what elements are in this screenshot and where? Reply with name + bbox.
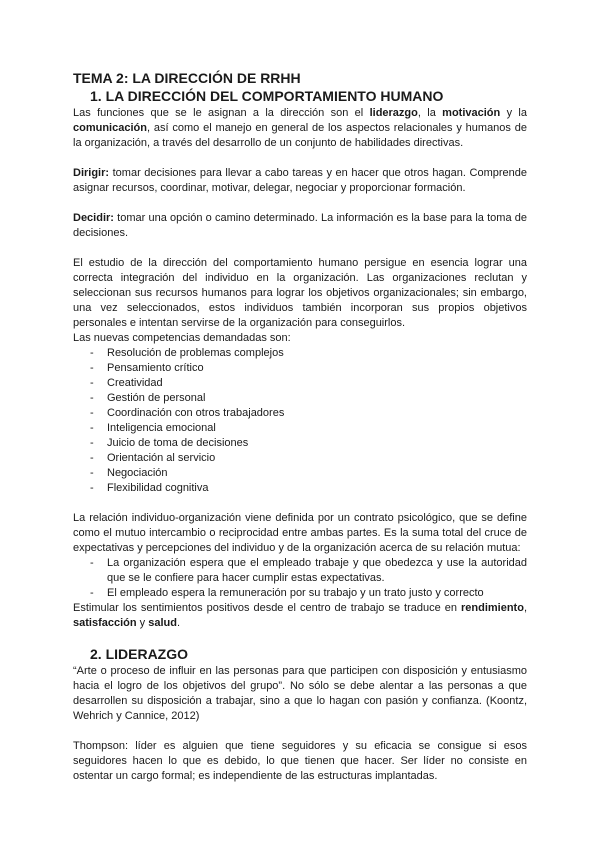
list-item: - Gestión de personal bbox=[73, 391, 527, 406]
dirigir-definition: Dirigir: tomar decisiones para llevar a cabo tareas y en hacer que otros hagan. Comprende asignar recursos, coordinar, motivar, delegar, negociar y proporcionar formación. bbox=[73, 167, 527, 194]
list-item: - Negociación bbox=[73, 466, 527, 481]
list-item: - La organización espera que el empleado trabaje y que obedezca y use la autoridad que se le confiere para hacer cumplir estas expectativas. bbox=[73, 556, 527, 586]
quote-paragraph: “Arte o proceso de influir en las personas para que participen con disposición y entusiasmo hacia el logro de los objetivos del grupo”. No sólo se debe alentar a las personas a que desarrollen su disposición a trabajar, sino a que lo hagan con pasión y confianza. (Koontz, Wehrich y Cannice, 2012) bbox=[73, 665, 527, 722]
decidir-definition: Decidir: tomar una opción o camino determinado. La información es la base para la toma de decisiones. bbox=[73, 212, 527, 239]
list-item: - El empleado espera la remuneración por su trabajo y un trato justo y correcto bbox=[73, 586, 527, 601]
list-item: - Flexibilidad cognitiva bbox=[73, 481, 527, 496]
list-item: - Inteligencia emocional bbox=[73, 421, 527, 436]
list-item: - Creatividad bbox=[73, 376, 527, 391]
estudio-paragraph: El estudio de la dirección del comportamiento humano persigue en esencia lograr una correcta integración del individuo en la organización. Las organizaciones reclutan y seleccionan sus recursos humanos para lograr los objetivos organizacionales; sin embargo, una vez seleccionados, estos individuos también incorporan sus propios objetivos personales e intentan servirse de la organización para conseguirlos. bbox=[73, 257, 527, 329]
list-item: - Juicio de toma de decisiones bbox=[73, 436, 527, 451]
page-title: TEMA 2: LA DIRECCIÓN DE RRHH bbox=[73, 70, 301, 86]
list-item: - Pensamiento crítico bbox=[73, 361, 527, 376]
competencias-intro: Las nuevas competencias demandadas son: bbox=[73, 332, 291, 344]
thompson-paragraph: Thompson: líder es alguien que tiene seguidores y su eficacia se consigue si esos seguidores hacen lo que es debido, lo que tienen que hacer. Ser líder no consiste en ostentar un cargo formal; es independiente de las estructuras implantadas. bbox=[73, 740, 527, 782]
list-item: - Resolución de problemas complejos bbox=[73, 346, 527, 361]
list-item: - Coordinación con otros trabajadores bbox=[73, 406, 527, 421]
intro-paragraph: Las funciones que se le asignan a la dirección son el liderazgo, la motivación y la comunicación, así como el manejo en general de los aspectos relacionales y humanos de la organización, a través del desarrollo de un conjunto de habilidades directivas. bbox=[73, 107, 527, 149]
competencias-list bbox=[73, 346, 527, 496]
list-item: - Orientación al servicio bbox=[73, 451, 527, 466]
relacion-paragraph: La relación individuo-organización viene definida por un contrato psicológico, que se define como el mutuo intercambio o reciprocidad entre ambas partes. Es la suma total del cruce de expectativas y percepciones del individuo y de la organización acerca de su relación mutua: bbox=[73, 512, 527, 554]
expectativas-list bbox=[73, 556, 527, 601]
estimular-paragraph: Estimular los sentimientos positivos desde el centro de trabajo se traduce en rendimiento, satisfacción y salud. bbox=[73, 602, 527, 629]
section-2-heading: 2. LIDERAZGO bbox=[90, 646, 189, 662]
section-1-heading: 1. LA DIRECCIÓN DEL COMPORTAMIENTO HUMANO bbox=[90, 88, 444, 104]
